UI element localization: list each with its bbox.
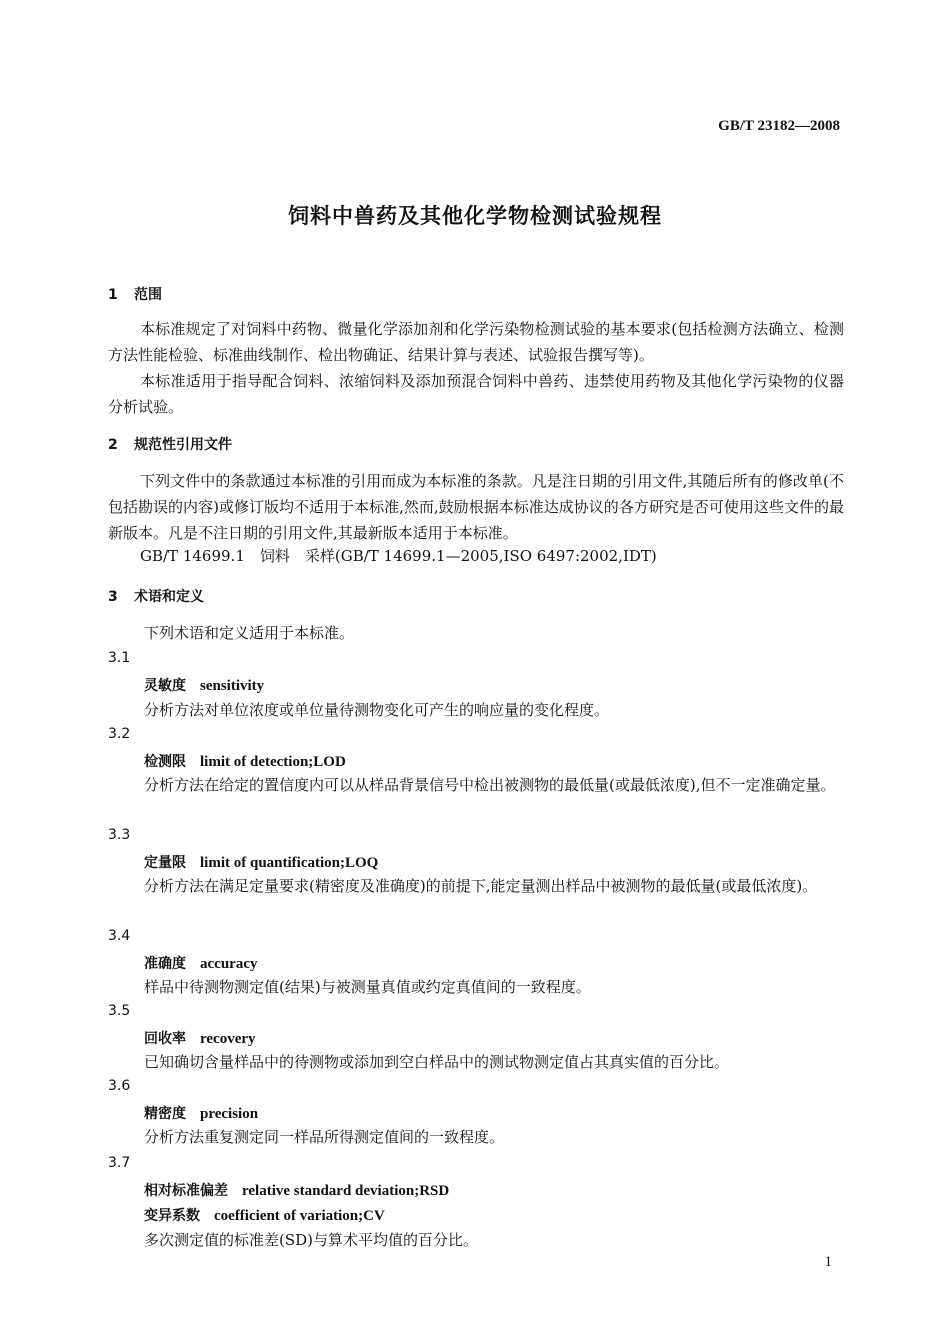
term xyxy=(144,751,346,771)
term-english: sensitivity xyxy=(200,678,265,694)
references-paragraph: 下列文件中的条款通过本标准的引用而成为本标准的条款。凡是注日期的引用文件,其随后所有的修改单(不包括勘误的内容)或修订版均不适用于本标准,然而,鼓励根据本标准达成协议的各方研究是否可使用这些文件的最新版本。凡是不注日期的引用文件,其最新版本适用于本标准。 xyxy=(108,472,844,542)
term xyxy=(144,1028,256,1048)
term-definition: 已知确切含量样品中的待测物或添加到空白样品中的测试物测定值占其真实值的百分比。 xyxy=(144,1053,730,1071)
term-number: 3.2 xyxy=(108,726,131,742)
term-english: limit of quantification;LOQ xyxy=(200,855,379,871)
term-chinese: 变异系数 xyxy=(144,1208,200,1224)
term-chinese: 准确度 xyxy=(144,956,186,972)
section-number: 3 xyxy=(108,589,118,605)
term xyxy=(144,852,378,872)
terms-intro: 下列术语和定义适用于本标准。 xyxy=(144,624,355,642)
term-number: 3.7 xyxy=(108,1155,131,1171)
term-chinese: 定量限 xyxy=(144,855,186,871)
term-number: 3.4 xyxy=(108,928,131,944)
section-heading xyxy=(108,284,162,304)
term-english: limit of detection;LOD xyxy=(200,754,346,770)
term-definition: 多次测定值的标准差(SD)与算术平均值的百分比。 xyxy=(144,1231,479,1249)
term-chinese: 检测限 xyxy=(144,754,186,770)
section-title: 范围 xyxy=(134,287,162,303)
term-number: 3.6 xyxy=(108,1078,131,1094)
term-definition: 样品中待测物测定值(结果)与被测量真值或约定真值间的一致程度。 xyxy=(144,978,591,996)
section-heading xyxy=(108,586,204,606)
scope-paragraph: 本标准规定了对饲料中药物、微量化学添加剂和化学污染物检测试验的基本要求(包括检测方法确立、检测方法性能检验、标准曲线制作、检出物确证、结果计算与表述、试验报告撰写等)。 xyxy=(108,320,844,364)
section-number: 1 xyxy=(108,287,118,303)
term-english: relative standard deviation;RSD xyxy=(242,1183,450,1199)
term-english: coefficient of variation;CV xyxy=(214,1208,385,1224)
term-english: precision xyxy=(200,1106,259,1122)
term-definition: 分析方法在满足定量要求(精密度及准确度)的前提下,能定量测出样品中被测物的最低量(或最低浓度)。 xyxy=(144,877,818,895)
term-synonym xyxy=(144,1205,385,1225)
section-heading xyxy=(108,434,232,454)
term-definition: 分析方法重复测定同一样品所得测定值间的一致程度。 xyxy=(144,1128,505,1146)
section-title: 规范性引用文件 xyxy=(134,437,232,453)
term-number: 3.5 xyxy=(108,1003,131,1019)
standard-code: GB/T 23182—2008 xyxy=(718,118,840,134)
term-chinese: 精密度 xyxy=(144,1106,186,1122)
term xyxy=(144,1103,258,1123)
scope-paragraph: 本标准适用于指导配合饲料、浓缩饲料及添加预混合饲料中兽药、违禁使用药物及其他化学污染物的仪器分析试验。 xyxy=(108,372,844,416)
term-number: 3.3 xyxy=(108,827,131,843)
term-chinese: 灵敏度 xyxy=(144,678,186,694)
term-english: recovery xyxy=(200,1031,256,1047)
term xyxy=(144,675,264,695)
term-english: accuracy xyxy=(200,956,258,972)
term-definition: 分析方法对单位浓度或单位量待测物变化可产生的响应量的变化程度。 xyxy=(144,701,610,719)
page-number: 1 xyxy=(824,1254,832,1270)
term-chinese: 回收率 xyxy=(144,1031,186,1047)
document-title: 饲料中兽药及其他化学物检测试验规程 xyxy=(288,204,662,228)
term-chinese: 相对标准偏差 xyxy=(144,1183,228,1199)
term-definition: 分析方法在给定的置信度内可以从样品背景信号中检出被测物的最低量(或最低浓度),但不一定准确定量。 xyxy=(144,776,836,794)
section-number: 2 xyxy=(108,437,118,453)
term-number: 3.1 xyxy=(108,650,131,666)
term xyxy=(144,1180,449,1200)
term xyxy=(144,953,257,973)
reference-entry: GB/T 14699.1 饲料 采样(GB/T 14699.1—2005,ISO 6497:2002,IDT) xyxy=(140,547,657,565)
section-title: 术语和定义 xyxy=(134,589,204,605)
